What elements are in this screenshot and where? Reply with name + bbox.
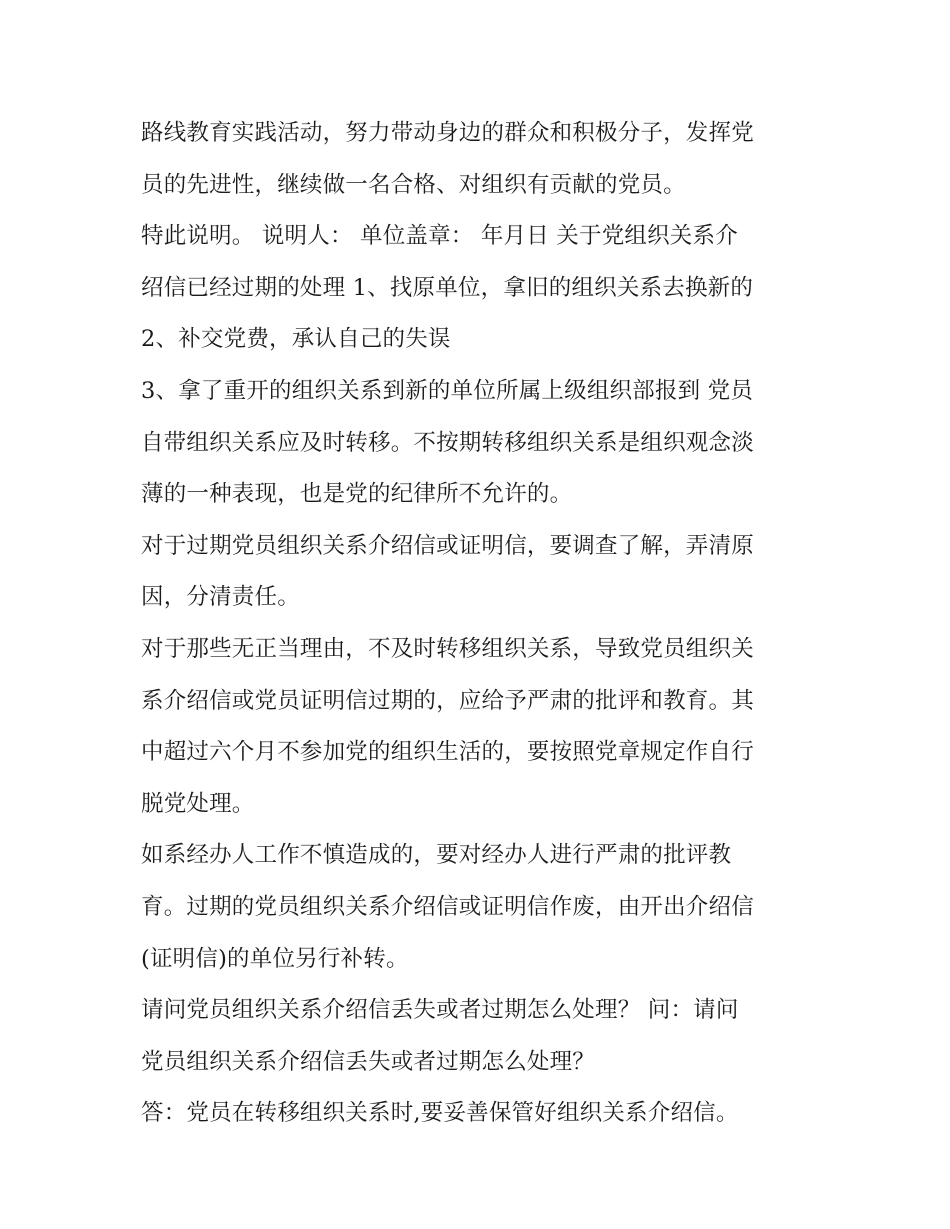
text-line: 系介绍信或党员证明信过期的，应给予严肃的批评和教育。其 [141,687,754,714]
text-line: 绍信已经过期的处理 1、找原单位，拿旧的组织关系去换新的 [141,274,754,301]
text-line: 员的先进性，继续做一名合格、对组织有贡献的党员。 [141,171,686,198]
text-line: 脱党处理。 [141,790,255,817]
text-line: 3、拿了重开的组织关系到新的单位所属上级组织部报到 党员 [141,377,754,404]
document-body [141,108,821,1140]
text-line: 中超过六个月不参加党的组织生活的，要按照党章规定作自行 [141,739,754,766]
text-line: 路线教育实践活动，努力带动身边的群众和积极分子，发挥党 [141,120,754,146]
text-line: 自带组织关系应及时转移。不按期转移组织关系是组织观念淡 [141,429,754,456]
text-line: 如系经办人工作不慎造成的，要对经办人进行严肃的批评教 [141,842,732,869]
text-line: 对于那些无正当理由，不及时转移组织关系，导致党员组织关 [141,635,754,662]
text-line: 特此说明。 说明人： 单位盖章： 年月日 关于党组织关系介 [141,223,738,250]
text-line: 因，分清责任。 [141,584,300,611]
text-line: 薄的一种表现，也是党的纪律所不允许的。 [141,481,573,508]
text-line: 2、补交党费，承认自己的失误 [141,326,451,353]
text-line: 请问党员组织关系介绍信丢失或者过期怎么处理？ 问：请问 [141,997,739,1024]
text-line: 答：党员在转移组织关系时,要妥善保管好组织关系介绍信。 [141,1100,739,1127]
text-line: 育。过期的党员组织关系介绍信或证明信作废，由开出介绍信 [141,893,754,920]
text-line: 对于过期党员组织关系介绍信或证明信，要调查了解，弄清原 [141,532,754,559]
text-line: 党员组织关系介绍信丢失或者过期怎么处理？ [141,1048,596,1075]
text-line: (证明信)的单位另行补转。 [141,945,409,972]
